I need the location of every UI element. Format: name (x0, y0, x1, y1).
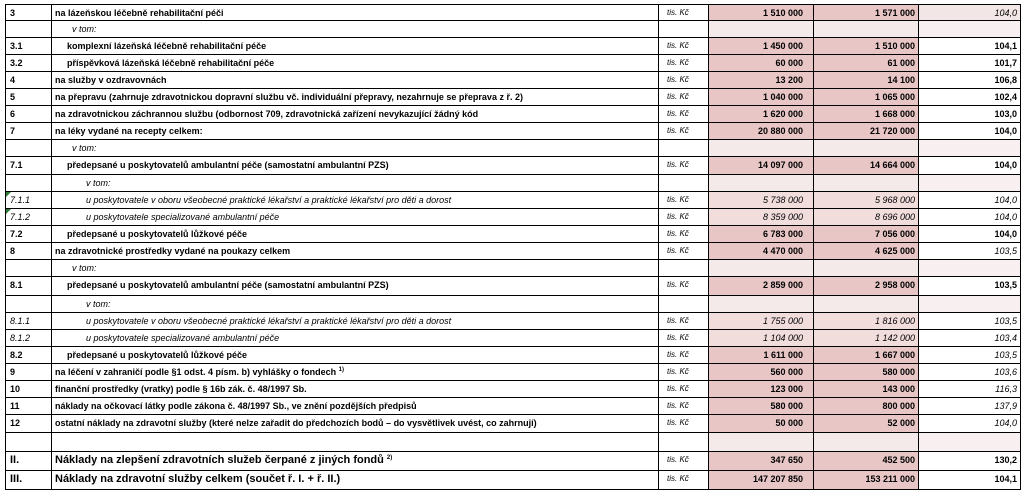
percent-cell[interactable] (919, 21, 1021, 38)
value-cell-2[interactable]: 800 000 (814, 398, 919, 415)
value-cell-1[interactable] (709, 140, 814, 157)
value-cell-2[interactable]: 21 720 000 (814, 123, 919, 140)
value-cell-2[interactable]: 1 510 000 (814, 38, 919, 55)
row-label[interactable]: finanční prostředky (vratky) podle § 16b zák. č. 48/1997 Sb. (52, 381, 659, 398)
unit-cell[interactable]: tis. Kč (659, 123, 709, 140)
row-label[interactable]: u poskytovatele v oboru všeobecné praktické lékařství a praktické lékařství pro děti a dorost (52, 313, 659, 330)
table-row (5, 347, 1021, 364)
unit-cell[interactable]: tis. Kč (659, 243, 709, 260)
table-row (5, 209, 1021, 226)
row-number[interactable]: 6 (5, 106, 52, 123)
row-label[interactable] (52, 452, 659, 471)
value-cell-2[interactable]: 143 000 (814, 381, 919, 398)
unit-cell[interactable]: tis. Kč (659, 72, 709, 89)
table-row (5, 140, 1021, 157)
percent-cell[interactable] (919, 175, 1021, 192)
value-cell-1[interactable] (709, 260, 814, 277)
row-number[interactable]: 11 (5, 398, 52, 415)
unit-cell[interactable]: tis. Kč (659, 192, 709, 209)
percent-cell[interactable]: 103,4 (919, 330, 1021, 347)
value-cell-2[interactable]: 52 000 (814, 415, 919, 433)
row-label[interactable]: náklady na očkovací látky podle zákona č. 48/1997 Sb., ve znění pozdějších předpisů (52, 398, 659, 415)
table-row (5, 415, 1021, 433)
value-cell-2[interactable]: 1 065 000 (814, 89, 919, 106)
row-label[interactable]: u poskytovatele v oboru všeobecné praktické lékařství a praktické lékařství pro děti a dorost (52, 192, 659, 209)
row-number[interactable]: 12 (5, 415, 52, 433)
percent-cell[interactable]: 104,0 (919, 192, 1021, 209)
unit-cell[interactable]: tis. Kč (659, 313, 709, 330)
value-cell-1[interactable]: 560 000 (709, 364, 814, 381)
unit-cell[interactable]: tis. Kč (659, 471, 709, 490)
table-row (5, 21, 1021, 38)
value-cell-1[interactable]: 1 510 000 (709, 4, 814, 21)
row-number[interactable] (5, 296, 52, 313)
row-number[interactable]: 3.1 (5, 38, 52, 55)
table-row (5, 277, 1021, 296)
unit-cell[interactable]: tis. Kč (659, 55, 709, 72)
row-label[interactable] (52, 364, 659, 381)
percent-cell[interactable]: 137,9 (919, 398, 1021, 415)
row-label[interactable]: u poskytovatele specializované ambulantní péče (52, 330, 659, 347)
value-cell-2[interactable] (814, 21, 919, 38)
row-label[interactable]: příspěvková lázeňská léčebně rehabilitační péče (52, 55, 659, 72)
value-cell-2[interactable]: 14 100 (814, 72, 919, 89)
value-cell-2[interactable]: 1 571 000 (814, 4, 919, 21)
value-cell-1[interactable]: 6 783 000 (709, 226, 814, 243)
row-label[interactable]: v tom: (52, 296, 659, 313)
value-cell-1[interactable]: 2 859 000 (709, 277, 814, 296)
value-cell-2[interactable]: 2 958 000 (814, 277, 919, 296)
value-cell-1[interactable] (709, 296, 814, 313)
footnote-marker: 1) (338, 367, 344, 373)
value-cell-1[interactable]: 8 359 000 (709, 209, 814, 226)
comment-flag-icon (6, 209, 11, 214)
percent-cell[interactable]: 130,2 (919, 452, 1021, 471)
row-number[interactable]: 8.1.2 (5, 330, 52, 347)
row-number[interactable] (5, 433, 52, 452)
row-label[interactable]: Náklady na zdravotní služby celkem (součet ř. I. + ř. II.) (52, 471, 659, 490)
value-cell-1[interactable]: 14 097 000 (709, 157, 814, 175)
percent-cell[interactable]: 104,1 (919, 38, 1021, 55)
value-cell-2[interactable] (814, 140, 919, 157)
table-row (5, 226, 1021, 243)
row-number[interactable]: II. (5, 452, 52, 471)
value-cell-2[interactable] (814, 260, 919, 277)
value-cell-1[interactable] (709, 433, 814, 452)
value-cell-2[interactable] (814, 175, 919, 192)
percent-cell[interactable] (919, 140, 1021, 157)
value-cell-2[interactable] (814, 433, 919, 452)
row-number[interactable]: 4 (5, 72, 52, 89)
row-label[interactable]: na zdravotnické prostředky vydané na poukazy celkem (52, 243, 659, 260)
value-cell-1[interactable] (709, 175, 814, 192)
value-cell-2[interactable]: 4 625 000 (814, 243, 919, 260)
row-label[interactable]: v tom: (52, 21, 659, 38)
row-label[interactable]: ostatní náklady na zdravotní služby (které nelze zařadit do předchozích bodů – do vysvětlivek uvést, co zahrnují) (52, 415, 659, 433)
value-cell-2[interactable]: 153 211 000 (814, 471, 919, 490)
percent-cell[interactable]: 101,7 (919, 55, 1021, 72)
row-number[interactable]: 8 (5, 243, 52, 260)
row-label[interactable]: předepsané u poskytovatelů ambulantní péče (samostatní ambulantní PZS) (52, 157, 659, 175)
table-row (5, 55, 1021, 72)
unit-cell[interactable]: tis. Kč (659, 89, 709, 106)
table-row (5, 364, 1021, 381)
percent-cell[interactable]: 104,0 (919, 226, 1021, 243)
value-cell-2[interactable]: 1 816 000 (814, 313, 919, 330)
table-row (5, 243, 1021, 260)
row-label[interactable]: předepsané u poskytovatelů ambulantní péče (samostatní ambulantní PZS) (52, 277, 659, 296)
percent-cell[interactable]: 104,0 (919, 123, 1021, 140)
value-cell-1[interactable]: 1 620 000 (709, 106, 814, 123)
row-number[interactable]: 7 (5, 123, 52, 140)
value-cell-1[interactable]: 60 000 (709, 55, 814, 72)
percent-cell[interactable]: 106,8 (919, 72, 1021, 89)
percent-cell[interactable]: 103,5 (919, 243, 1021, 260)
row-number[interactable]: 3 (5, 4, 52, 21)
row-number[interactable] (5, 21, 52, 38)
percent-cell[interactable]: 104,0 (919, 209, 1021, 226)
table-row (5, 313, 1021, 330)
table-row (5, 398, 1021, 415)
row-label[interactable]: předepsané u poskytovatelů lůžkové péče (52, 226, 659, 243)
value-cell-2[interactable]: 1 668 000 (814, 106, 919, 123)
table-row (5, 72, 1021, 89)
footnote-marker: 2) (386, 455, 393, 461)
value-cell-1[interactable]: 147 207 850 (709, 471, 814, 490)
table-row (5, 4, 1021, 21)
row-label[interactable]: na přepravu (zahrnuje zdravotnickou dopravní službu vč. individuální přepravy, nezahrnuje se přeprava z ř. 2) (52, 89, 659, 106)
row-number[interactable]: 3.2 (5, 55, 52, 72)
row-label-text: na léčení v zahraničí podle §1 odst. 4 písm. b) vyhlášky o fondech (55, 367, 337, 377)
value-cell-1[interactable]: 5 738 000 (709, 192, 814, 209)
row-number[interactable] (5, 140, 52, 157)
table-row (5, 452, 1021, 471)
value-cell-2[interactable]: 8 696 000 (814, 209, 919, 226)
percent-cell[interactable]: 102,4 (919, 89, 1021, 106)
unit-cell[interactable]: tis. Kč (659, 38, 709, 55)
table-row (5, 38, 1021, 55)
value-cell-1[interactable] (709, 21, 814, 38)
value-cell-2[interactable]: 14 664 000 (814, 157, 919, 175)
row-number[interactable]: 9 (5, 364, 52, 381)
percent-cell[interactable]: 104,0 (919, 4, 1021, 21)
table-row (5, 296, 1021, 313)
value-cell-1[interactable]: 13 200 (709, 72, 814, 89)
value-cell-2[interactable]: 1 142 000 (814, 330, 919, 347)
value-cell-2[interactable]: 580 000 (814, 364, 919, 381)
value-cell-2[interactable]: 61 000 (814, 55, 919, 72)
percent-cell[interactable]: 104,1 (919, 471, 1021, 490)
value-cell-1[interactable]: 1 104 000 (709, 330, 814, 347)
unit-cell[interactable] (659, 140, 709, 157)
value-cell-2[interactable]: 7 056 000 (814, 226, 919, 243)
row-label[interactable]: na lázeňskou léčebně rehabilitační péči (52, 4, 659, 21)
budget-table (5, 4, 1021, 490)
unit-cell[interactable]: tis. Kč (659, 209, 709, 226)
percent-cell[interactable]: 103,0 (919, 106, 1021, 123)
row-number[interactable] (5, 260, 52, 277)
row-label[interactable]: v tom: (52, 175, 659, 192)
table-row (5, 260, 1021, 277)
percent-cell[interactable]: 103,5 (919, 313, 1021, 330)
percent-cell[interactable]: 104,0 (919, 415, 1021, 433)
row-number-text: 7.1.2 (10, 212, 31, 222)
row-number[interactable]: 8.1.1 (5, 313, 52, 330)
value-cell-1[interactable]: 1 755 000 (709, 313, 814, 330)
row-label[interactable]: u poskytovatele specializované ambulantní péče (52, 209, 659, 226)
row-number[interactable] (5, 209, 52, 226)
row-number[interactable]: 8.1 (5, 277, 52, 296)
row-number[interactable]: 5 (5, 89, 52, 106)
row-number[interactable] (5, 192, 52, 209)
unit-cell[interactable]: tis. Kč (659, 381, 709, 398)
value-cell-2[interactable]: 452 500 (814, 452, 919, 471)
value-cell-1[interactable]: 1 611 000 (709, 347, 814, 364)
table-row (5, 89, 1021, 106)
percent-cell[interactable]: 103,5 (919, 277, 1021, 296)
row-number[interactable]: 8.2 (5, 347, 52, 364)
percent-cell[interactable]: 104,0 (919, 157, 1021, 175)
table-row (5, 106, 1021, 123)
row-label[interactable] (52, 433, 659, 452)
table-row-spacer (5, 433, 1021, 452)
percent-cell[interactable]: 116,3 (919, 381, 1021, 398)
unit-cell[interactable]: tis. Kč (659, 347, 709, 364)
table-row (5, 330, 1021, 347)
table-row (5, 123, 1021, 140)
row-number-text: 7.1.1 (10, 195, 31, 205)
value-cell-1[interactable]: 4 470 000 (709, 243, 814, 260)
unit-cell[interactable]: tis. Kč (659, 330, 709, 347)
unit-cell[interactable] (659, 433, 709, 452)
value-cell-1[interactable]: 20 880 000 (709, 123, 814, 140)
row-label[interactable]: v tom: (52, 260, 659, 277)
value-cell-2[interactable]: 1 667 000 (814, 347, 919, 364)
row-number[interactable]: 7.2 (5, 226, 52, 243)
row-label[interactable]: na zdravotnickou záchrannou službu (odbornost 709, zdravotnická zařízení nevykazující žádný kód (52, 106, 659, 123)
unit-cell[interactable]: tis. Kč (659, 106, 709, 123)
table-row (5, 175, 1021, 192)
row-number[interactable] (5, 175, 52, 192)
table-row (5, 157, 1021, 175)
row-label[interactable]: předepsané u poskytovatelů lůžkové péče (52, 347, 659, 364)
unit-cell[interactable]: tis. Kč (659, 277, 709, 296)
value-cell-1[interactable]: 50 000 (709, 415, 814, 433)
unit-cell[interactable] (659, 175, 709, 192)
row-label[interactable]: v tom: (52, 140, 659, 157)
unit-cell[interactable] (659, 21, 709, 38)
row-number[interactable]: III. (5, 471, 52, 490)
row-label[interactable]: na služby v ozdravovnách (52, 72, 659, 89)
value-cell-1[interactable]: 1 450 000 (709, 38, 814, 55)
value-cell-1[interactable]: 123 000 (709, 381, 814, 398)
unit-cell[interactable]: tis. Kč (659, 364, 709, 381)
unit-cell[interactable]: tis. Kč (659, 226, 709, 243)
value-cell-1[interactable]: 580 000 (709, 398, 814, 415)
percent-cell[interactable]: 103,6 (919, 364, 1021, 381)
row-number[interactable]: 10 (5, 381, 52, 398)
row-number[interactable]: 7.1 (5, 157, 52, 175)
unit-cell[interactable]: tis. Kč (659, 4, 709, 21)
row-label[interactable]: na léky vydané na recepty celkem: (52, 123, 659, 140)
value-cell-1[interactable]: 1 040 000 (709, 89, 814, 106)
value-cell-1[interactable]: 347 650 (709, 452, 814, 471)
percent-cell[interactable] (919, 296, 1021, 313)
percent-cell[interactable] (919, 433, 1021, 452)
unit-cell[interactable] (659, 296, 709, 313)
percent-cell[interactable]: 103,5 (919, 347, 1021, 364)
unit-cell[interactable]: tis. Kč (659, 415, 709, 433)
unit-cell[interactable]: tis. Kč (659, 157, 709, 175)
row-label-text: Náklady na zlepšení zdravotních služeb čerpané z jiných fondů (55, 454, 384, 466)
table-row (5, 192, 1021, 209)
row-label[interactable]: komplexní lázeňská léčebně rehabilitační péče (52, 38, 659, 55)
percent-cell[interactable] (919, 260, 1021, 277)
value-cell-2[interactable] (814, 296, 919, 313)
unit-cell[interactable] (659, 260, 709, 277)
table-row (5, 381, 1021, 398)
comment-flag-icon (6, 192, 11, 197)
value-cell-2[interactable]: 5 968 000 (814, 192, 919, 209)
unit-cell[interactable]: tis. Kč (659, 398, 709, 415)
unit-cell[interactable]: tis. Kč (659, 452, 709, 471)
table-row (5, 471, 1021, 490)
